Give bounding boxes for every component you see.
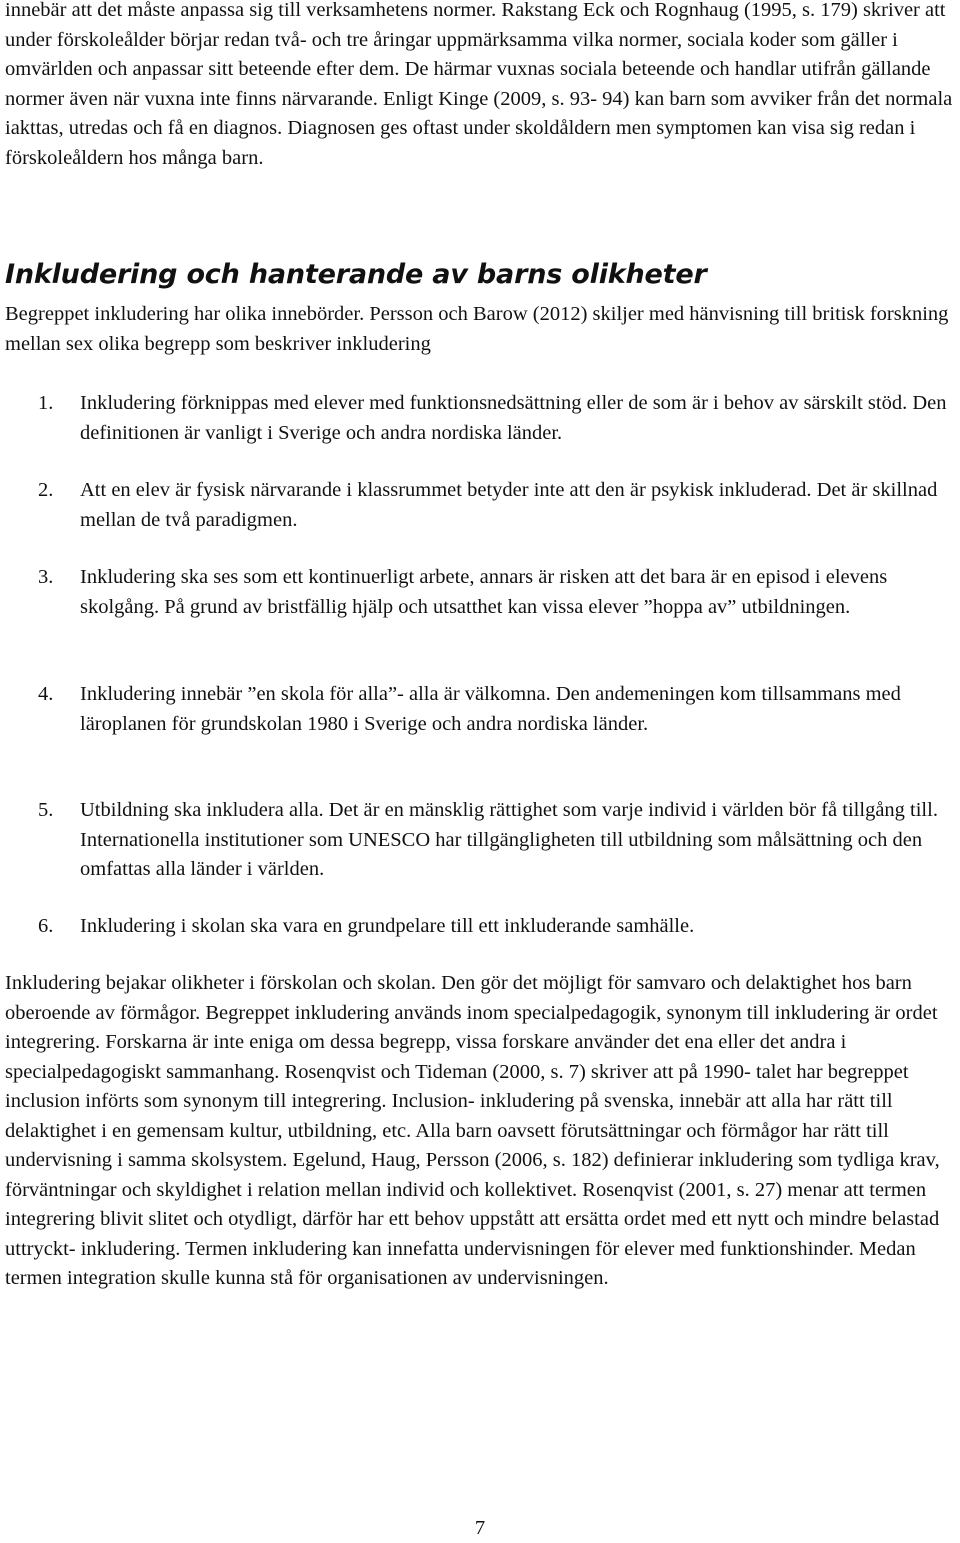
page-number: 7 bbox=[474, 1517, 486, 1539]
list-item-text: Utbildning ska inkludera alla. Det är en mänsklig rättighet som varje individ i världen bör få tillgång till. Internationella institutioner som UNESCO har tillgängligheten till utbildning som målsättning och den omfattas alla länder i världen. bbox=[80, 799, 938, 880]
intro-paragraph: innebär att det måste anpassa sig till verksamhetens normer. Rakstang Eck och Rognhaug (1995, s. 179) skriver att under förskoleålder börjar redan två- och tre åringar uppmärksamma vilka normer, sociala koder som gäller i omvärlden och anpassar sitt beteende efter dem. De härmar vuxnas sociala beteende och handlar utifrån gällande normer även när vuxna inte finns närvarande. Enligt Kinge (2009, s. 93- 94) kan barn som avviker från det normala iakttas, utredas och få en diagnos. Diagnosen ges oftast under skoldåldern men symptomen kan visa sig redan i förskoleåldern hos många barn. bbox=[5, 0, 953, 169]
list-item-text: Inkludering ska ses som ett kontinuerligt arbete, annars är risken att det bara är en episod i elevens skolgång. På grund av bristfällig hjälp och utsatthet kan vissa elever ”hoppa av” utbildningen. bbox=[80, 566, 888, 618]
list-item-text: Inkludering i skolan ska vara en grundpelare till ett inkluderande samhälle. bbox=[80, 915, 695, 937]
list-item-text: Att en elev är fysisk närvarande i klassrummet betyder inte att den är psykisk inkluderad. Det är skillnad mellan de två paradigmen. bbox=[80, 479, 938, 531]
closing-paragraph: Inkludering bejakar olikheter i förskolan och skolan. Den gör det möjligt för samvaro och delaktighet hos barn oberoende av förmågor. Begreppet inkludering används inom specialpedagogik, synonym till inkludering är ordet integrering. Forskarna är inte eniga om dessa begrepp, vissa forskare använder det ena eller det andra i specialpedagogiskt sammanhang. Rosenqvist och Tideman (2000, s. 7) skriver att på 1990- talet har begreppet inclusion införts som synonym till integrering. Inclusion- inkludering på svenska, innebär att alla har rätt till delaktighet i en gemensam kultur, utbildning, etc. Alla barn oavsett förutsättningar och förmågor har rätt till undervisning i samma skolsystem. Egelund, Haug, Persson (2006, s. 182) definierar inkludering som tydliga krav, förväntningar och skyldighet i relation mellan individ och kollektivet. Rosenqvist (2001, s. 27) menar att termen integrering blivit slitet och otydligt, därför har ett behov uppstått att ersätta ordet med ett nytt och mindre belastad uttryckt- inkludering. Termen inkludering kan innefatta undervisningen för elever med funktionshinder. Medan termen integration skulle kunna stå för organisationen av undervisningen. bbox=[5, 972, 940, 1289]
list-item-number: 6. bbox=[38, 915, 54, 937]
list-item-number: 3. bbox=[38, 566, 54, 588]
list-item-text: Inkludering innebär ”en skola för alla”- alla är välkomna. Den andemeningen kom tillsammans med läroplanen för grundskolan 1980 i Sverige och andra nordiska länder. bbox=[80, 683, 901, 735]
section-heading: Inkludering och hanterande av barns olikheter bbox=[5, 259, 707, 290]
list-item-text: Inkludering förknippas med elever med funktionsnedsättning eller de som är i behov av särskilt stöd. Den definitionen är vanligt i Sverige och andra nordiska länder. bbox=[80, 392, 947, 444]
list-item-number: 5. bbox=[38, 799, 54, 821]
list-item-number: 1. bbox=[38, 392, 54, 414]
list-item-number: 2. bbox=[38, 479, 54, 501]
section-intro-paragraph: Begreppet inkludering har olika innebörder. Persson och Barow (2012) skiljer med hänvisning till britisk forskning mellan sex olika begrepp som beskriver inkludering bbox=[5, 303, 949, 355]
list-item-number: 4. bbox=[38, 683, 54, 705]
